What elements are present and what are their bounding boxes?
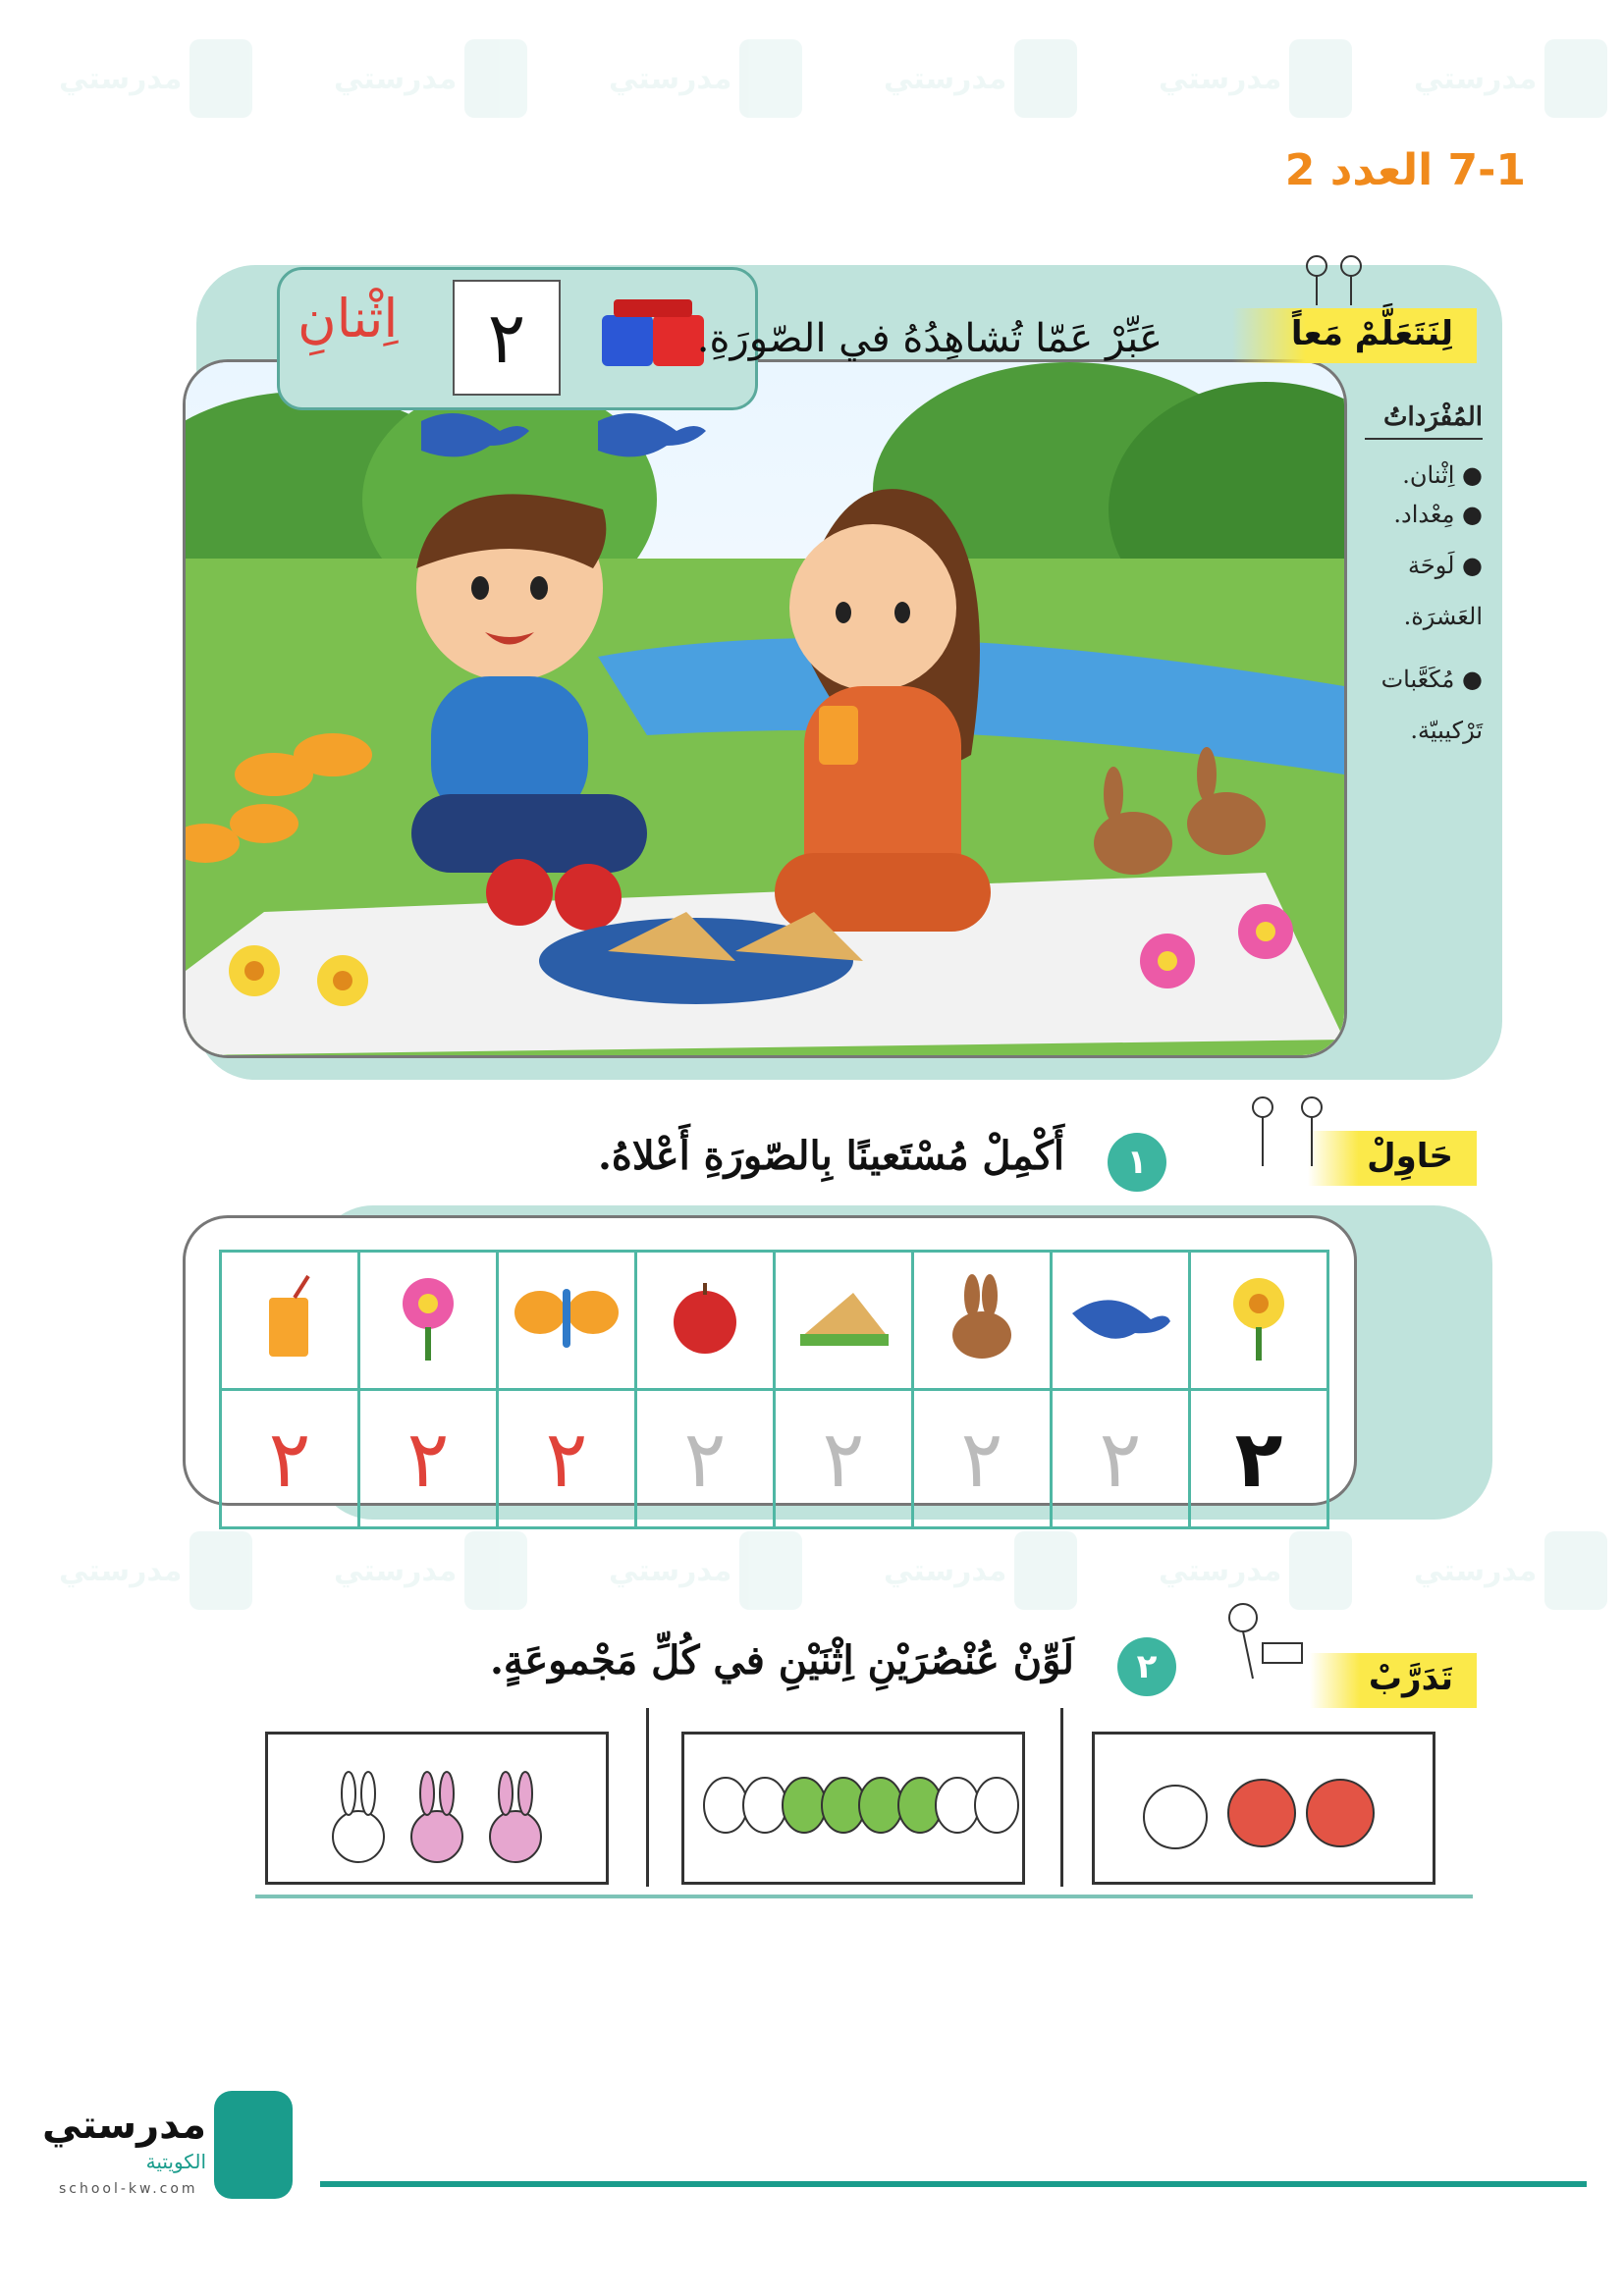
apple-icon xyxy=(486,859,553,926)
vocabulary-item: ● اِثْنان. xyxy=(1402,461,1483,489)
watermark-logo: مدرستي xyxy=(334,1531,527,1610)
watermark-logo: مدرستي xyxy=(609,39,802,118)
flower-icon xyxy=(1238,904,1293,959)
number-digit: ٢ xyxy=(453,280,561,396)
kids-icon xyxy=(1233,1088,1341,1176)
watermark-logo: مدرستي xyxy=(59,1531,252,1610)
trace-digit[interactable]: ٢ xyxy=(1190,1390,1328,1528)
learn-instruction: عَبِّرْ عَمّا تُشاهِدُهُ في الصّورَةِ. xyxy=(696,316,1163,361)
number-box xyxy=(277,267,758,410)
butterfly-icon xyxy=(498,1252,636,1390)
number-word: اِثْنانِ xyxy=(298,288,399,349)
try-instruction: أَكْمِلْ مُسْتَعينًا بِالصّورَةِ أَعْلاهُ. xyxy=(597,1133,1064,1179)
watermark-logo: مدرستي xyxy=(609,1531,802,1610)
flower-icon xyxy=(1140,934,1195,988)
watermark-logo: مدرستي xyxy=(884,39,1077,118)
kids-icon xyxy=(1292,251,1380,310)
rabbits-group[interactable] xyxy=(265,1732,609,1885)
exercise-number: ١ xyxy=(1108,1133,1166,1192)
butterfly-icon[interactable] xyxy=(859,1778,942,1833)
logo-mark xyxy=(214,2091,293,2199)
rabbit-icon xyxy=(913,1252,1052,1390)
apple-icon xyxy=(636,1252,775,1390)
scene-card xyxy=(183,359,1347,1058)
watermark-logo: مدرستي xyxy=(1159,1531,1352,1610)
orange-icon[interactable] xyxy=(1228,1780,1295,1846)
sandwich-icon xyxy=(775,1252,913,1390)
orange-icon[interactable] xyxy=(1307,1780,1374,1846)
sunflower-icon xyxy=(1190,1252,1328,1390)
flower-icon xyxy=(317,955,368,1006)
watermark-logo: مدرستي xyxy=(59,39,252,118)
trace-digit[interactable]: ٢ xyxy=(636,1390,775,1528)
watermark-logo: مدرستي xyxy=(1414,1531,1607,1610)
bird-icon xyxy=(1052,1252,1190,1390)
trace-digit[interactable]: ٢ xyxy=(1052,1390,1190,1528)
orange-icon[interactable] xyxy=(1144,1786,1207,1848)
practice-bottom-line xyxy=(255,1895,1473,1898)
watermark-logo: مدرستي xyxy=(334,39,527,118)
butterfly-icon[interactable] xyxy=(936,1778,1018,1833)
group-divider xyxy=(1060,1708,1063,1887)
apple-icon xyxy=(555,864,622,931)
vocabulary-title: المُفْرَداتُ xyxy=(1365,402,1483,440)
flower-icon xyxy=(229,945,280,996)
footer-logo xyxy=(41,2091,304,2218)
watermark-logo: مدرستي xyxy=(1159,39,1352,118)
vocabulary-item: ● مُكَعَّبات تَرْكيبيّة. xyxy=(1380,666,1483,744)
trace-digit[interactable]: ٢ xyxy=(359,1390,498,1528)
footer-sub: الكويتية xyxy=(145,2150,206,2173)
butterfly-icon[interactable] xyxy=(704,1778,786,1833)
picnic-scene-illustration xyxy=(186,362,1344,1055)
icon-row xyxy=(221,1252,1328,1390)
practice-tag: تَدَرَّبْ xyxy=(1310,1653,1477,1708)
footer-brand: مدرستي xyxy=(41,2103,206,2148)
vocabulary-item: ● مِعْداد. xyxy=(1393,501,1483,528)
trace-digit[interactable]: ٢ xyxy=(913,1390,1052,1528)
try-tag: حَاوِلْ xyxy=(1308,1131,1477,1186)
flower-icon xyxy=(359,1252,498,1390)
learn-tag: لِنَتَعَلَّمْ مَعاً xyxy=(1232,308,1477,363)
child-icon xyxy=(1214,1600,1312,1688)
rabbit-icon[interactable] xyxy=(411,1772,462,1862)
watermark-logo: مدرستي xyxy=(1414,39,1607,118)
footer-line xyxy=(320,2181,1587,2187)
exercise-number: ٢ xyxy=(1117,1637,1176,1696)
butterflies-group[interactable] xyxy=(681,1732,1025,1885)
juice-icon xyxy=(221,1252,359,1390)
vocabulary-list xyxy=(1365,402,1483,756)
watermark-logo: مدرستي xyxy=(884,1531,1077,1610)
trace-digit[interactable]: ٢ xyxy=(221,1390,359,1528)
rabbit-icon[interactable] xyxy=(333,1772,384,1862)
vocabulary-item: ● لَوحَة العَشرَة. xyxy=(1403,552,1483,630)
practice-instruction: لَوِّنْ عُنْصُرَيْنِ اِثْنَيْنِ في كُلِّ مَجْموعَةٍ. xyxy=(489,1637,1074,1683)
digit-row xyxy=(221,1390,1328,1528)
footer-site: school-kw.com xyxy=(59,2181,198,2197)
butterfly-icon[interactable] xyxy=(783,1778,865,1833)
group-divider xyxy=(646,1708,649,1887)
trace-digit[interactable]: ٢ xyxy=(498,1390,636,1528)
trace-digit[interactable]: ٢ xyxy=(775,1390,913,1528)
trace-card xyxy=(183,1215,1357,1506)
oranges-group[interactable] xyxy=(1092,1732,1435,1885)
trace-table xyxy=(219,1250,1329,1529)
rabbit-icon[interactable] xyxy=(490,1772,541,1862)
lesson-title: 7-1 العدد 2 xyxy=(1284,145,1526,195)
